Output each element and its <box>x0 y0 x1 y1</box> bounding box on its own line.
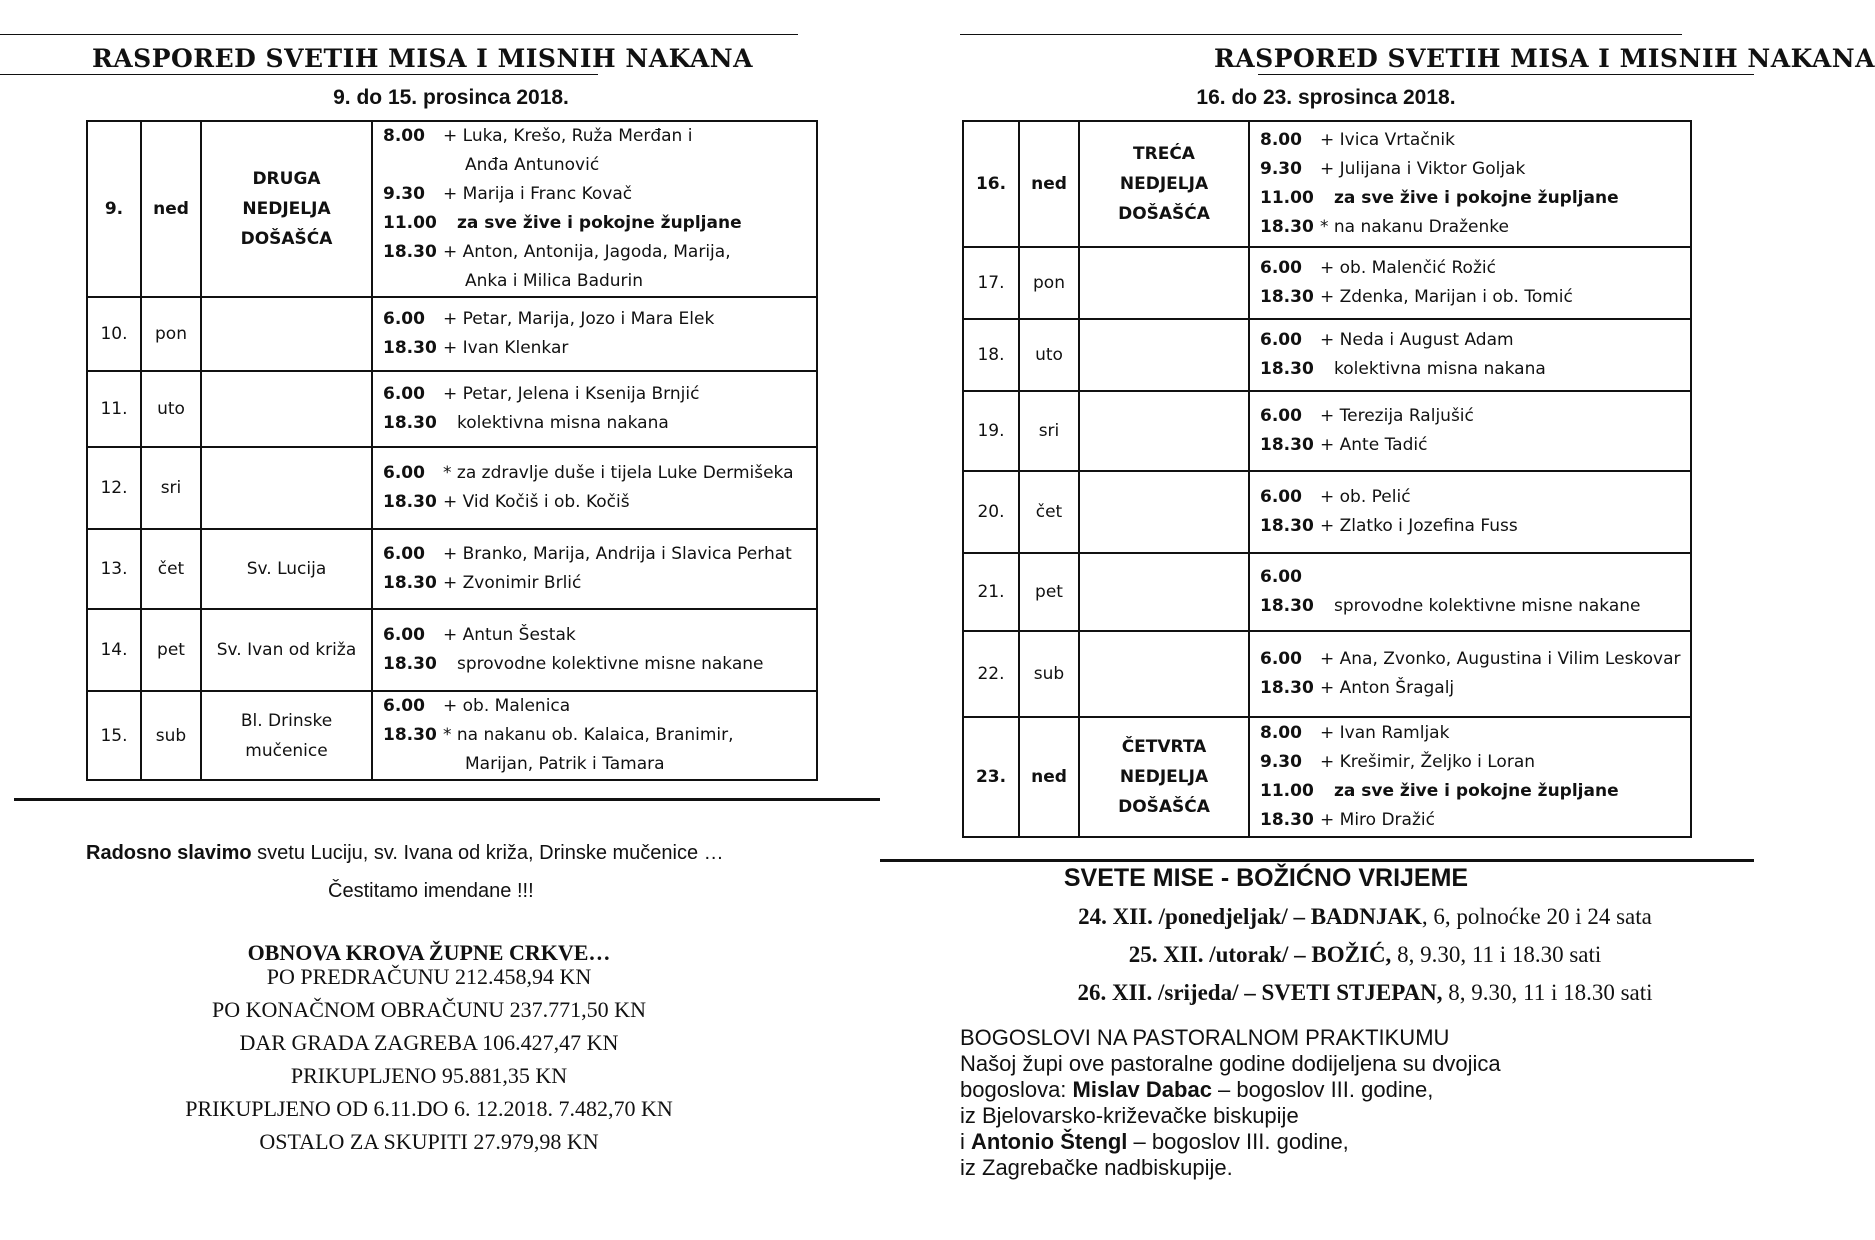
day-number: 19. <box>963 391 1019 471</box>
mass-time: 6.00 <box>1260 649 1302 669</box>
mass-intention: + Zlatko i Jozefina Fuss <box>1320 516 1518 536</box>
seminarians-line2-post: – bogoslov III. godine, <box>1211 1077 1434 1102</box>
mass-line <box>1260 563 1684 592</box>
mass-line <box>383 409 810 438</box>
mass-line <box>383 721 810 750</box>
mass-intention: + Neda i August Adam <box>1320 330 1514 350</box>
mass-intention: + Ante Tadić <box>1320 435 1428 455</box>
day-number: 9. <box>87 121 141 297</box>
seminarians-line5: iz Zagrebačke nadbiskupije. <box>960 1155 1233 1180</box>
seminarians-line1: Našoj župi ove pastoralne godine dodijeljena su dvojica <box>960 1051 1501 1076</box>
mass-time: 9.30 <box>1260 159 1302 179</box>
congrats-line: Čestitamo imendane !!! <box>328 880 534 902</box>
schedule-row <box>963 631 1691 717</box>
seminarians-line2-pre: bogoslova: <box>960 1077 1073 1102</box>
mass-time: 6.00 <box>383 463 425 483</box>
mass-time: 9.30 <box>1260 752 1302 772</box>
schedule-row <box>963 319 1691 391</box>
mass-time: 6.00 <box>383 696 425 716</box>
mass-line <box>1260 512 1684 541</box>
mass-time: 18.30 <box>383 654 437 674</box>
mass-line <box>383 540 810 569</box>
mass-line <box>1260 326 1684 355</box>
mass-time: 18.30 <box>383 492 437 512</box>
masses-cell <box>1249 471 1691 553</box>
weekday: ned <box>1019 121 1079 247</box>
schedule-row <box>963 471 1691 553</box>
seminarians-line2 <box>960 1077 1501 1103</box>
mass-time: 6.00 <box>383 625 425 645</box>
weekday: uto <box>141 371 201 447</box>
seminarians-title: BOGOSLOVI NA PASTORALNOM PRAKTIKUMU <box>960 1025 1450 1050</box>
masses-cell <box>1249 247 1691 319</box>
feast-cell <box>1079 121 1249 247</box>
masses-cell <box>372 691 817 780</box>
mass-time: 18.30 <box>383 573 437 593</box>
seminarians-block <box>960 1025 1501 1181</box>
christmas-line <box>960 904 1770 930</box>
weekday: sri <box>141 447 201 529</box>
seminarians-line4-post: – bogoslov III. godine, <box>1127 1129 1349 1154</box>
feast-cell <box>201 529 372 609</box>
mass-intention: Anđa Antunović <box>465 155 600 175</box>
mass-intention: + Ivan Ramljak <box>1320 723 1450 743</box>
day-number: 15. <box>87 691 141 780</box>
mass-intention: + ob. Malenčić Rožić <box>1320 258 1496 278</box>
mass-time: 8.00 <box>1260 723 1302 743</box>
mass-line <box>383 750 810 779</box>
christmas-title: SVETE MISE - BOŽIĆNO VRIJEME <box>1063 864 1469 892</box>
feast-cell <box>1079 471 1249 553</box>
day-number: 10. <box>87 297 141 371</box>
masses-cell <box>1249 717 1691 837</box>
roof-line: PO KONAČNOM OBRAČUNU 237.771,50 KN <box>212 997 646 1022</box>
mass-intention: + Krešimir, Željko i Loran <box>1320 752 1536 772</box>
day-number: 18. <box>963 319 1019 391</box>
mass-line <box>383 380 810 409</box>
weekday: pon <box>141 297 201 371</box>
christmas-date: 24. XII. /ponedjeljak/ – BADNJAK <box>1078 904 1422 929</box>
feast-line: DOŠAŠĆA <box>1118 797 1210 817</box>
mass-time: 6.00 <box>383 384 425 404</box>
seminarians-line4 <box>960 1129 1501 1155</box>
masses-cell <box>372 371 817 447</box>
mass-time: 18.30 <box>1260 435 1314 455</box>
mass-intention: + Miro Dražić <box>1320 810 1435 830</box>
celebrate-bold: Radosno slavimo <box>86 842 252 864</box>
heading-rule-left <box>0 74 598 75</box>
feast-cell <box>1079 319 1249 391</box>
schedule-row <box>87 297 817 371</box>
mass-line <box>383 305 810 334</box>
masses-cell <box>1249 319 1691 391</box>
mass-intention: * za zdravlje duše i tijela Luke Dermišeka <box>443 463 794 483</box>
mass-intention: + Terezija Raljušić <box>1320 406 1474 426</box>
mass-time: 6.00 <box>1260 567 1302 587</box>
mass-intention: Anka i Milica Badurin <box>465 271 644 291</box>
feast-line: mučenice <box>245 740 328 761</box>
weekday: ned <box>141 121 201 297</box>
mass-line <box>383 692 810 721</box>
mass-time: 6.00 <box>383 309 425 329</box>
mass-time: 18.30 <box>383 242 437 262</box>
feast-line: NEDJELJA <box>1119 174 1209 194</box>
feast-cell <box>1079 717 1249 837</box>
mass-line <box>1260 777 1684 806</box>
top-rule-right <box>960 34 1682 35</box>
weekday: sri <box>1019 391 1079 471</box>
divider-right <box>880 859 1754 862</box>
mass-intention: + ob. Malenica <box>443 696 571 716</box>
feast-cell <box>201 447 372 529</box>
roof-line: OSTALO ZA SKUPITI 27.979,98 KN <box>259 1129 599 1154</box>
christmas-line <box>960 980 1770 1006</box>
feast-line: Sv. Lucija <box>246 559 327 579</box>
feast-cell <box>1079 553 1249 631</box>
weekday: sub <box>1019 631 1079 717</box>
masses-cell <box>372 609 817 691</box>
mass-time: 18.30 <box>383 725 437 745</box>
schedule-row <box>87 609 817 691</box>
mass-time: 8.00 <box>1260 130 1302 150</box>
mass-intention: sprovodne kolektivne misne nakane <box>457 654 764 674</box>
masses-cell <box>372 297 817 371</box>
mass-line <box>1260 483 1684 512</box>
weekday: pet <box>1019 553 1079 631</box>
feast-line: DRUGA <box>252 169 321 189</box>
seminarians-line3: iz Bjelovarsko-križevačke biskupije <box>960 1103 1299 1128</box>
mass-line <box>383 459 810 488</box>
mass-intention: kolektivna misna nakana <box>457 413 669 433</box>
mass-line <box>1260 155 1684 184</box>
mass-intention: za sve žive i pokojne župljane <box>1334 188 1619 208</box>
day-number: 22. <box>963 631 1019 717</box>
mass-line <box>1260 806 1684 835</box>
period-right: 16. do 23. sprosinca 2018. <box>1196 86 1456 109</box>
mass-intention: + Julijana i Viktor Goljak <box>1320 159 1526 179</box>
schedule-row <box>87 447 817 529</box>
mass-intention: + Luka, Krešo, Ruža Merđan i <box>443 126 693 146</box>
christmas-date: 25. XII. /utorak/ – BOŽIĆ, <box>1128 942 1392 967</box>
mass-intention: + Zvonimir Brlić <box>443 573 582 593</box>
christmas-times: 8, 9.30, 11 i 18.30 sati <box>1442 980 1653 1005</box>
masses-cell <box>1249 121 1691 247</box>
weekday: sub <box>141 691 201 780</box>
roof-line: PRIKUPLJENO 95.881,35 KN <box>290 1063 568 1088</box>
mass-line <box>1260 213 1684 242</box>
weekday: ned <box>1019 717 1079 837</box>
weekday: uto <box>1019 319 1079 391</box>
feast-cell <box>201 691 372 780</box>
mass-time: 18.30 <box>1260 596 1314 616</box>
masses-cell <box>372 529 817 609</box>
mass-line <box>1260 184 1684 213</box>
schedule-table-right <box>962 120 1692 838</box>
feast-cell <box>201 371 372 447</box>
mass-line <box>383 650 810 679</box>
divider-left <box>14 798 880 801</box>
mass-line <box>1260 674 1684 703</box>
heading-right: RASPORED SVETIH MISA I MISNIH NAKANA <box>1214 44 1875 73</box>
heading-left: RASPORED SVETIH MISA I MISNIH NAKANA <box>92 44 753 73</box>
mass-time: 11.00 <box>1260 188 1314 208</box>
roof-line: DAR GRADA ZAGREBA 106.427,47 KN <box>239 1030 619 1055</box>
mass-time: 6.00 <box>1260 258 1302 278</box>
day-number: 14. <box>87 609 141 691</box>
mass-line <box>1260 748 1684 777</box>
feast-cell <box>201 297 372 371</box>
mass-line <box>383 569 810 598</box>
mass-time: 18.30 <box>1260 287 1314 307</box>
feast-line: NEDJELJA <box>1119 767 1209 787</box>
feast-line: Sv. Ivan od križa <box>216 640 357 660</box>
christmas-line <box>960 942 1770 968</box>
christmas-date: 26. XII. /srijeda/ – SVETI STJEPAN, <box>1077 980 1443 1005</box>
day-number: 11. <box>87 371 141 447</box>
masses-cell <box>1249 553 1691 631</box>
day-number: 16. <box>963 121 1019 247</box>
mass-line <box>1260 355 1684 384</box>
day-number: 12. <box>87 447 141 529</box>
celebrate-line <box>86 842 724 865</box>
seminarian-name-1: Mislav Dabac <box>1072 1077 1212 1102</box>
schedule-row <box>963 553 1691 631</box>
mass-time: 18.30 <box>1260 359 1314 379</box>
celebrate-rest: svetu Luciju, sv. Ivana od križa, Drinske mučenice … <box>251 842 724 864</box>
mass-intention: + Ivan Klenkar <box>443 338 569 358</box>
schedule-row <box>87 121 817 297</box>
mass-time: 8.00 <box>383 126 425 146</box>
feast-cell <box>201 121 372 297</box>
mass-intention: * na nakanu Draženke <box>1320 217 1509 237</box>
schedule-row <box>87 371 817 447</box>
mass-time: 6.00 <box>383 544 425 564</box>
schedule-row <box>87 529 817 609</box>
day-number: 21. <box>963 553 1019 631</box>
mass-time: 18.30 <box>1260 678 1314 698</box>
mass-intention: + Anton, Antonija, Jagoda, Marija, <box>443 242 731 262</box>
mass-line <box>383 621 810 650</box>
mass-line <box>1260 402 1684 431</box>
feast-line: DOŠAŠĆA <box>1118 204 1210 224</box>
mass-line <box>1260 283 1684 312</box>
day-number: 23. <box>963 717 1019 837</box>
mass-intention: + ob. Pelić <box>1320 487 1411 507</box>
mass-line <box>1260 645 1684 674</box>
mass-time: 18.30 <box>1260 217 1314 237</box>
feast-line: ČETVRTA <box>1121 737 1207 757</box>
mass-intention: kolektivna misna nakana <box>1334 359 1546 379</box>
top-rule-left <box>0 34 798 35</box>
mass-intention: + Ana, Zvonko, Augustina i Vilim Leskovar <box>1320 649 1681 669</box>
mass-line <box>383 334 810 363</box>
feast-line: TREĆA <box>1133 144 1195 164</box>
feast-cell <box>1079 631 1249 717</box>
mass-line <box>383 151 810 180</box>
mass-intention: sprovodne kolektivne misne nakane <box>1334 596 1641 616</box>
mass-time: 18.30 <box>383 413 437 433</box>
mass-intention: + Vid Kočiš i ob. Kočiš <box>443 492 630 512</box>
mass-intention: + Marija i Franc Kovač <box>443 184 633 204</box>
mass-line <box>383 122 810 151</box>
feast-cell <box>201 609 372 691</box>
mass-line <box>1260 431 1684 460</box>
masses-cell <box>1249 391 1691 471</box>
schedule-table-left <box>86 120 818 781</box>
feast-line: NEDJELJA <box>242 199 331 219</box>
mass-line <box>383 267 810 296</box>
mass-time: 18.30 <box>383 338 437 358</box>
masses-cell <box>372 447 817 529</box>
weekday: čet <box>141 529 201 609</box>
feast-line: DOŠAŠĆA <box>240 229 333 249</box>
weekday: pon <box>1019 247 1079 319</box>
mass-intention: + Petar, Marija, Jozo i Mara Elek <box>443 309 715 329</box>
schedule-row <box>963 391 1691 471</box>
mass-time: 6.00 <box>1260 330 1302 350</box>
mass-intention: + Zdenka, Marijan i ob. Tomić <box>1320 287 1573 307</box>
roof-line: PO PREDRAČUNU 212.458,94 KN <box>266 964 592 989</box>
schedule-row <box>963 717 1691 837</box>
christmas-times: , 6, polnoćke 20 i 24 sata <box>1421 904 1652 929</box>
christmas-times: 8, 9.30, 11 i 18.30 sati <box>1391 942 1602 967</box>
weekday: čet <box>1019 471 1079 553</box>
mass-intention: + Petar, Jelena i Ksenija Brnjić <box>443 384 700 404</box>
mass-line <box>1260 719 1684 748</box>
mass-intention: Marijan, Patrik i Tamara <box>465 754 665 774</box>
period-left: 9. do 15. prosinca 2018. <box>333 86 569 109</box>
feast-line: Bl. Drinske <box>240 710 333 731</box>
heading-rule-right <box>1258 74 1754 75</box>
schedule-row <box>963 247 1691 319</box>
mass-time: 18.30 <box>1260 516 1314 536</box>
mass-intention <box>1318 563 1334 592</box>
mass-line <box>383 180 810 209</box>
seminarians-line4-pre: i <box>960 1129 971 1154</box>
feast-cell <box>1079 247 1249 319</box>
mass-line <box>383 209 810 238</box>
weekday: pet <box>141 609 201 691</box>
mass-time: 11.00 <box>383 213 437 233</box>
mass-intention: za sve žive i pokojne župljane <box>457 213 742 233</box>
mass-line <box>1260 254 1684 283</box>
seminarian-name-2: Antonio Štengl <box>971 1129 1128 1154</box>
mass-time: 9.30 <box>383 184 425 204</box>
schedule-row <box>963 121 1691 247</box>
schedule-row <box>87 691 817 780</box>
day-number: 20. <box>963 471 1019 553</box>
day-number: 13. <box>87 529 141 609</box>
mass-line <box>1260 592 1684 621</box>
mass-time: 11.00 <box>1260 781 1314 801</box>
mass-intention: + Branko, Marija, Andrija i Slavica Perhat <box>443 544 792 564</box>
mass-intention: + Anton Šragalj <box>1320 678 1455 698</box>
mass-line <box>1260 126 1684 155</box>
mass-line <box>383 488 810 517</box>
roof-title: OBNOVA KROVA ŽUPNE CRKVE… <box>247 940 611 965</box>
mass-time: 6.00 <box>1260 406 1302 426</box>
mass-intention: + Antun Šestak <box>443 625 576 645</box>
mass-line <box>383 238 810 267</box>
mass-intention: za sve žive i pokojne župljane <box>1334 781 1619 801</box>
mass-time: 18.30 <box>1260 810 1314 830</box>
masses-cell <box>1249 631 1691 717</box>
day-number: 17. <box>963 247 1019 319</box>
mass-time: 6.00 <box>1260 487 1302 507</box>
masses-cell <box>372 121 817 297</box>
feast-cell <box>1079 391 1249 471</box>
mass-intention: * na nakanu ob. Kalaica, Branimir, <box>443 725 734 745</box>
mass-intention: + Ivica Vrtačnik <box>1320 130 1456 150</box>
roof-line: PRIKUPLJENO OD 6.11.DO 6. 12.2018. 7.482,70 KN <box>185 1096 673 1121</box>
